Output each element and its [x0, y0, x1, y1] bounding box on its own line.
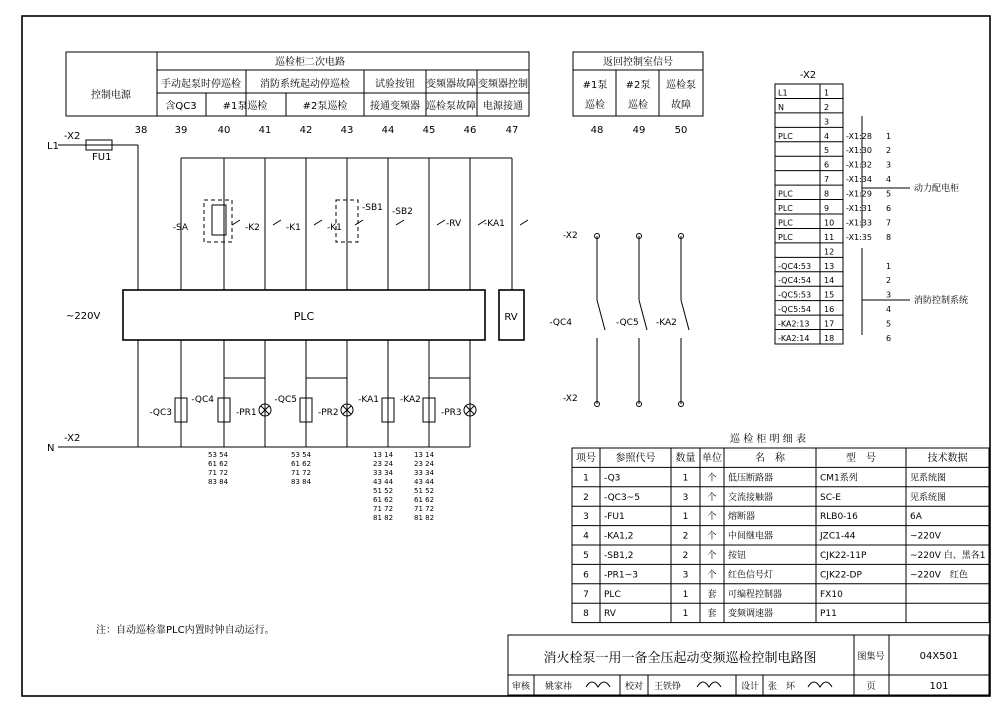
terminal-fire-label: 消防控制系统 — [914, 296, 969, 306]
svg-text:48: 48 — [590, 125, 604, 136]
svg-text:-X2: -X2 — [563, 394, 578, 404]
svg-text:-SB2: -SB2 — [392, 207, 413, 217]
bom-cell-4-6: ~220V — [910, 531, 941, 542]
bom-cell-4-4: 中间继电器 — [728, 531, 774, 542]
terminal-num-6: 6 — [824, 160, 830, 170]
fu1-label: FU1 — [92, 152, 112, 163]
svg-text:43: 43 — [340, 125, 354, 136]
svg-text:-KA2: -KA2 — [656, 318, 677, 328]
header-p1: #1泵巡检 — [222, 101, 268, 112]
terminal-out-10: 7 — [886, 218, 892, 228]
contacts-ka2 — [414, 451, 435, 522]
terminal-out-6: 3 — [886, 160, 892, 170]
terminal-num-2: 2 — [824, 102, 830, 112]
bom-cell-1-5: CM1系列 — [820, 473, 858, 484]
svg-text:71 72: 71 72 — [291, 469, 312, 477]
bom-cell-5-4: 按钮 — [728, 551, 747, 561]
svg-text:-KA2: -KA2 — [400, 395, 421, 405]
return-title: 返回控制室信号 — [603, 57, 673, 68]
top-device-labels — [173, 203, 505, 233]
header-fault2: 巡检泵故障 — [426, 101, 476, 112]
bom-cell-8-2: 1 — [682, 609, 689, 620]
bom-cell-3-6: 6A — [910, 512, 922, 523]
bom-cell-8-0: 8 — [583, 609, 589, 620]
bom-cell-6-4: 红色信号灯 — [728, 570, 774, 581]
svg-text:45: 45 — [422, 125, 436, 136]
svg-text:83 84: 83 84 — [291, 478, 312, 486]
header-fire: 消防系统起动停巡检 — [260, 79, 350, 90]
terminal-num-3: 3 — [824, 117, 830, 127]
svg-text:81 82: 81 82 — [414, 514, 435, 522]
bom-cell-5-5: CJK22-11P — [820, 551, 867, 561]
bom-cell-8-5: P11 — [820, 609, 837, 620]
svg-text:巡检: 巡检 — [628, 100, 648, 111]
bom-header-3: 单位 — [702, 453, 722, 464]
terminal-num-11: 11 — [824, 232, 835, 242]
terminal-out-11: 8 — [886, 232, 892, 242]
terminal-out-4: 1 — [886, 131, 892, 141]
bom-cell-5-3: 个 — [707, 551, 717, 561]
bom-cell-5-2: 2 — [682, 551, 689, 561]
svg-text:46: 46 — [463, 125, 477, 136]
bom-cell-7-1: PLC — [604, 589, 621, 600]
header-p2: #2泵巡检 — [302, 101, 348, 112]
svg-text:33 34: 33 34 — [414, 469, 435, 477]
bom-cell-4-5: JZC1-44 — [820, 531, 856, 542]
reviewer-signature — [586, 682, 610, 687]
bom-cell-8-4: 变频调速器 — [728, 609, 774, 620]
bom-cell-6-6: ~220V 红色 — [910, 570, 968, 581]
header-test2: 接通变频器 — [370, 101, 420, 112]
terminal-left-13: -QC4:53 — [778, 261, 812, 271]
terminal-num-8: 8 — [824, 189, 830, 199]
terminal-left-14: -QC4:54 — [778, 276, 812, 286]
terminal-left-15: -QC5:53 — [778, 290, 812, 300]
terminal-num-14: 14 — [824, 276, 835, 286]
atlas-no: 04X501 — [919, 651, 959, 662]
designer-name: 张 环 — [768, 682, 796, 692]
svg-text:42: 42 — [299, 125, 313, 136]
terminal-out-14: 2 — [886, 276, 892, 286]
bom-cell-4-0: 4 — [583, 531, 589, 542]
terminal-num-17: 17 — [824, 319, 835, 329]
bom-cell-6-2: 3 — [682, 570, 689, 581]
bom-cell-8-1: RV — [604, 609, 616, 620]
svg-text:13 14: 13 14 — [414, 451, 435, 459]
svg-text:-RV: -RV — [446, 219, 462, 229]
terminal-left-8: PLC — [778, 189, 793, 199]
voltage-label: ~220V — [66, 311, 101, 322]
check-label: 校对 — [624, 682, 644, 692]
terminal-title: -X2 — [799, 70, 817, 81]
svg-text:44: 44 — [381, 125, 395, 136]
terminal-out-16: 4 — [886, 305, 892, 315]
svg-text:-KA1: -KA1 — [358, 395, 379, 405]
design-label: 设计 — [740, 682, 760, 692]
svg-text:-QC3: -QC3 — [149, 408, 172, 418]
svg-text:49: 49 — [632, 125, 646, 136]
terminal-out-7: 4 — [886, 175, 892, 185]
svg-text:71 72: 71 72 — [208, 469, 229, 477]
bom-cell-3-5: RLB0-16 — [820, 512, 858, 523]
terminal-num-5: 5 — [824, 146, 830, 156]
svg-text:43 44: 43 44 — [414, 478, 435, 486]
atlas-label: 图集号 — [857, 652, 885, 662]
rv-label: RV — [504, 312, 518, 323]
svg-text:40: 40 — [217, 125, 231, 136]
terminal-left-10: PLC — [778, 218, 793, 228]
terminal-num-12: 12 — [824, 247, 835, 257]
svg-text:83 84: 83 84 — [208, 478, 229, 486]
terminal-right-7: -X1:34 — [846, 175, 872, 185]
contacts-qc4 — [208, 451, 229, 486]
bom-cell-1-4: 低压断路器 — [728, 473, 774, 484]
bom-cell-1-6: 见系统图 — [910, 473, 947, 484]
svg-text:61 62: 61 62 — [208, 460, 229, 468]
svg-text:71 72: 71 72 — [414, 505, 435, 513]
bom-table — [572, 448, 989, 623]
bom-cell-7-3: 套 — [707, 589, 717, 600]
bom-cell-1-0: 1 — [583, 473, 589, 484]
bom-cell-3-0: 3 — [583, 512, 589, 523]
bom-cell-3-1: -FU1 — [604, 512, 625, 523]
svg-text:-KA1: -KA1 — [484, 219, 505, 229]
terminal-left-4: PLC — [778, 131, 793, 141]
bom-header-5: 型 号 — [846, 453, 876, 464]
svg-text:-SB1: -SB1 — [362, 203, 383, 213]
header-vfd-fault: 变频器故障 — [426, 79, 476, 90]
bom-cell-4-1: -KA1,2 — [604, 531, 634, 542]
bom-cell-8-3: 套 — [707, 609, 717, 620]
svg-text:51 52: 51 52 — [373, 487, 394, 495]
terminal-right-6: -X1:32 — [846, 160, 872, 170]
bom-header-4: 名 称 — [755, 453, 785, 464]
header-power: 控制电源 — [91, 90, 131, 101]
svg-text:-PR3: -PR3 — [441, 408, 462, 418]
terminal-left-18: -KA2:14 — [778, 334, 810, 343]
drawing-title: 消火栓泵一用一备全压起动变频巡检控制电路图 — [543, 651, 817, 666]
terminal-num-10: 10 — [824, 218, 835, 228]
svg-text:39: 39 — [174, 125, 188, 136]
terminal-out-15: 3 — [886, 290, 892, 300]
svg-text:53 54: 53 54 — [208, 451, 229, 459]
bom-cell-6-0: 6 — [583, 570, 589, 581]
bom-cell-2-2: 3 — [682, 492, 689, 503]
bom-cell-2-1: -QC3~5 — [604, 492, 640, 503]
checker-name: 王铁铮 — [654, 682, 682, 692]
bom-cell-3-4: 熔断器 — [728, 512, 756, 523]
bom-cell-4-3: 个 — [707, 531, 717, 542]
terminal-num-4: 4 — [824, 131, 830, 141]
terminal-left-1: L1 — [778, 88, 788, 98]
svg-text:50: 50 — [674, 125, 688, 136]
l1-label: L1 — [47, 141, 59, 152]
terminal-num-15: 15 — [824, 290, 835, 300]
terminal-right-10: -X1:33 — [846, 218, 872, 228]
bom-cell-1-3: 个 — [707, 473, 717, 484]
svg-text:61 62: 61 62 — [291, 460, 312, 468]
sheet-frame — [22, 16, 990, 696]
bom-cell-3-2: 1 — [682, 512, 689, 523]
page-label: 页 — [866, 682, 876, 692]
terminal-out-13: 1 — [886, 261, 892, 271]
bom-cell-1-2: 1 — [682, 473, 689, 484]
terminal-out-5: 2 — [886, 146, 892, 156]
svg-text:33 34: 33 34 — [373, 469, 394, 477]
bom-cell-6-5: CJK22-DP — [820, 570, 862, 581]
note: 注：自动巡检靠PLC内置时钟自动运行。 — [96, 625, 275, 636]
svg-text:#2泵: #2泵 — [625, 80, 651, 91]
header-ctrl2: 电源接通 — [483, 101, 523, 112]
bom-header-1: 参照代号 — [615, 453, 656, 464]
svg-text:53 54: 53 54 — [291, 451, 312, 459]
svg-text:-PR2: -PR2 — [318, 408, 339, 418]
terminal-num-13: 13 — [824, 261, 835, 271]
terminal-right-11: -X1:35 — [846, 232, 872, 242]
header-group-title: 巡检柜二次电路 — [275, 57, 345, 68]
bom-cell-5-0: 5 — [583, 551, 589, 561]
svg-text:-K2: -K2 — [245, 223, 260, 233]
terminal-num-1: 1 — [824, 88, 830, 98]
svg-text:47: 47 — [505, 125, 519, 136]
bom-cell-7-0: 7 — [583, 589, 589, 600]
bom-cell-2-5: SC-E — [820, 492, 841, 503]
bom-cell-4-2: 2 — [682, 531, 689, 542]
n-label: N — [47, 443, 55, 454]
terminal-rows — [778, 88, 891, 343]
terminal-right-8: -X1:29 — [846, 189, 872, 199]
terminal-num-9: 9 — [824, 204, 830, 213]
svg-text:-QC5: -QC5 — [274, 395, 297, 405]
bom-title: 巡 检 柜 明 细 表 — [730, 434, 806, 445]
bom-cell-1-1: -Q3 — [604, 473, 621, 484]
bom-cell-2-3: 个 — [707, 492, 717, 503]
bom-cell-6-3: 个 — [707, 570, 717, 581]
svg-text:-QC5: -QC5 — [616, 318, 639, 328]
bom-header-6: 技术数据 — [927, 453, 968, 464]
terminal-num-7: 7 — [824, 175, 830, 185]
contacts-ka1 — [373, 451, 394, 522]
return-contact-labels — [549, 231, 677, 404]
svg-text:-QC4: -QC4 — [549, 318, 572, 328]
svg-text:巡检泵: 巡检泵 — [666, 80, 696, 91]
terminal-power-label: 动力配电柜 — [914, 184, 960, 194]
bom-cell-2-0: 2 — [583, 492, 589, 503]
bom-cell-5-1: -SB1,2 — [604, 551, 634, 561]
svg-text:81 82: 81 82 — [373, 514, 394, 522]
header-vfd-ctrl: 变频器控制 — [478, 79, 528, 90]
svg-text:-SA: -SA — [172, 223, 188, 233]
terminal-out-8: 5 — [886, 189, 892, 199]
svg-text:23 24: 23 24 — [373, 460, 394, 468]
terminal-left-9: PLC — [778, 204, 793, 213]
svg-text:故障: 故障 — [671, 100, 691, 111]
terminal-left-11: PLC — [778, 232, 793, 242]
x2-bottom-label: -X2 — [64, 433, 81, 444]
terminal-right-4: -X1:28 — [846, 131, 872, 141]
bom-cell-2-6: 见系统图 — [910, 492, 947, 503]
terminal-left-17: -KA2:13 — [778, 319, 810, 329]
checker-signature — [697, 682, 721, 687]
header-test: 试验按钮 — [375, 79, 415, 90]
svg-text:-K1: -K1 — [327, 223, 342, 233]
svg-text:61 62: 61 62 — [373, 496, 394, 504]
svg-text:71 72: 71 72 — [373, 505, 394, 513]
terminal-left-2: N — [778, 102, 784, 112]
return-headers — [583, 78, 696, 136]
terminal-num-18: 18 — [824, 334, 835, 343]
bom-cell-5-6: ~220V 白、黑各1 — [910, 551, 986, 561]
page-no: 101 — [929, 681, 949, 692]
designer-signature — [808, 682, 832, 687]
bom-cell-7-4: 可编程控制器 — [728, 589, 783, 600]
svg-text:61 62: 61 62 — [414, 496, 435, 504]
terminal-num-16: 16 — [824, 305, 835, 315]
bom-header-2: 数量 — [675, 453, 696, 464]
svg-text:-X2: -X2 — [563, 231, 578, 241]
svg-text:38: 38 — [134, 125, 148, 136]
svg-text:-QC4: -QC4 — [191, 395, 214, 405]
svg-text:51 52: 51 52 — [414, 487, 435, 495]
terminal-out-17: 5 — [886, 319, 892, 329]
bom-cell-7-2: 1 — [682, 589, 689, 600]
contacts-qc5 — [291, 451, 312, 486]
bom-cell-3-3: 个 — [707, 512, 717, 523]
svg-text:41: 41 — [258, 125, 272, 136]
bom-cell-6-1: -PR1~3 — [604, 570, 638, 581]
review-label: 审核 — [511, 682, 531, 692]
svg-text:13 14: 13 14 — [373, 451, 394, 459]
plc-label: PLC — [293, 310, 315, 323]
header-qc3: 含QC3 — [165, 101, 197, 112]
terminal-out-18: 6 — [886, 334, 892, 343]
terminal-left-16: -QC5:54 — [778, 305, 812, 315]
bom-cell-2-4: 交流接触器 — [728, 492, 774, 503]
reviewer-name: 姚家祎 — [545, 682, 573, 692]
terminal-right-9: -X1:31 — [846, 204, 872, 213]
svg-text:23 24: 23 24 — [414, 460, 435, 468]
x2-top-label: -X2 — [64, 131, 81, 142]
header-manual: 手动起泵时停巡检 — [161, 79, 241, 90]
svg-text:-PR1: -PR1 — [236, 408, 257, 418]
bom-header-0: 项号 — [576, 453, 596, 464]
svg-text:-K1: -K1 — [286, 223, 301, 233]
terminal-right-5: -X1:30 — [846, 146, 872, 156]
svg-text:#1泵: #1泵 — [582, 80, 608, 91]
bom-cell-7-5: FX10 — [820, 589, 843, 600]
svg-text:巡检: 巡检 — [585, 100, 605, 111]
terminal-out-9: 6 — [886, 204, 892, 213]
svg-text:43 44: 43 44 — [373, 478, 394, 486]
column-numbers — [135, 125, 519, 136]
